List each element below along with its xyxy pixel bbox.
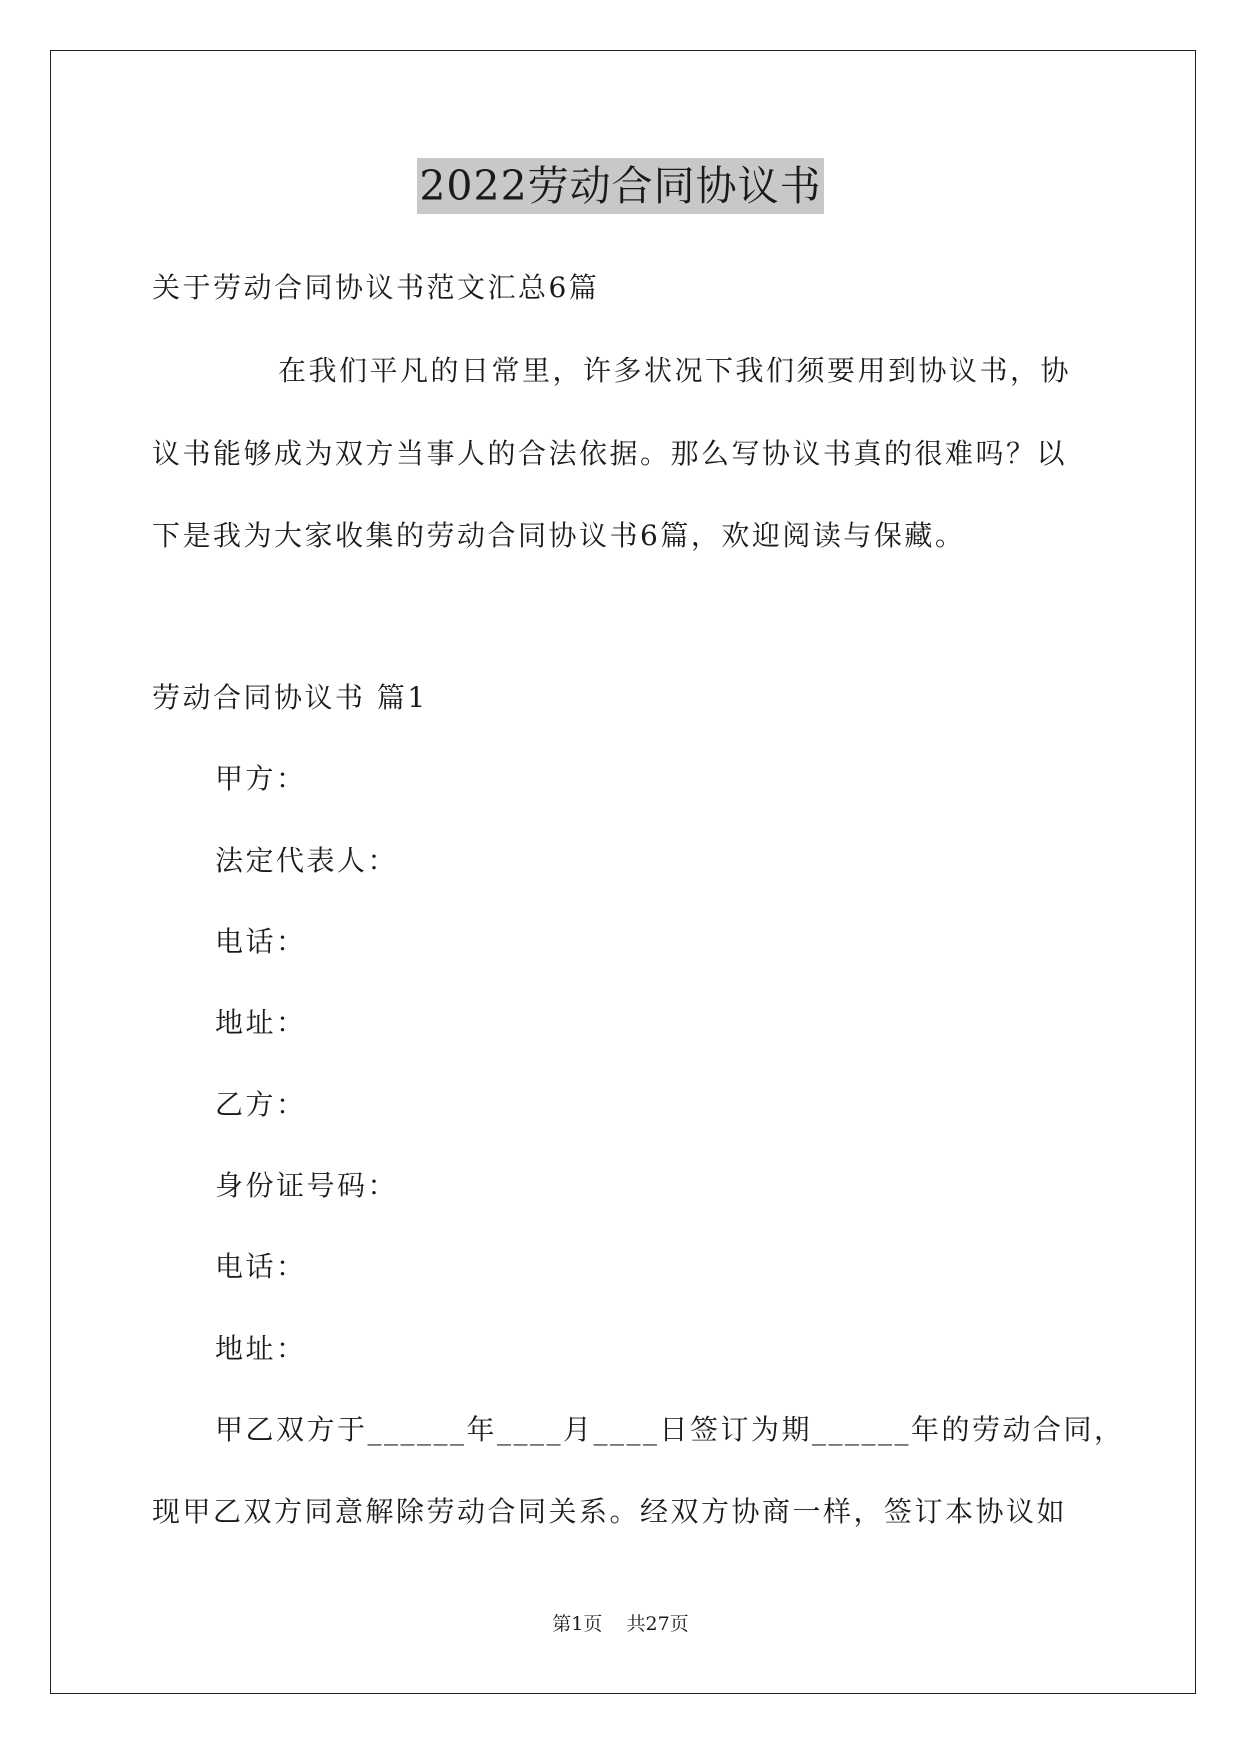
intro-line-2: 议书能够成为双方当事人的合法依据。那么写协议书真的很难吗？以 [152, 437, 1068, 470]
body-line-2: 现甲乙双方同意解除劳动合同关系。经双方协商一样，签订本协议如 [152, 1495, 1068, 1528]
document-subtitle: 关于劳动合同协议书范文汇总6篇 [152, 271, 600, 304]
field-phone-a: 电话： [215, 925, 307, 958]
title-container [0, 158, 1241, 214]
body-line-1: 甲乙双方于______年____月____日签订为期______年的劳动合同， [215, 1413, 1125, 1446]
section-heading: 劳动合同协议书 篇1 [152, 681, 428, 714]
field-party-b: 乙方： [215, 1088, 307, 1121]
document-title: 2022劳动合同协议书 [417, 158, 823, 214]
total-pages: 共27页 [626, 1613, 689, 1635]
field-id-number: 身份证号码： [215, 1169, 399, 1202]
field-party-a: 甲方： [215, 762, 307, 795]
field-legal-rep: 法定代表人： [215, 844, 399, 877]
intro-line-3: 下是我为大家收集的劳动合同协议书6篇，欢迎阅读与保藏。 [152, 519, 966, 552]
field-address-b: 地址： [215, 1332, 307, 1365]
page-number: 第1页 [552, 1613, 603, 1635]
page-footer [0, 1612, 1241, 1636]
field-phone-b: 电话： [215, 1250, 307, 1283]
intro-line-1: 在我们平凡的日常里，许多状况下我们须要用到协议书，协 [278, 354, 1072, 387]
field-address-a: 地址： [215, 1006, 307, 1039]
footer-gap [602, 1613, 626, 1635]
